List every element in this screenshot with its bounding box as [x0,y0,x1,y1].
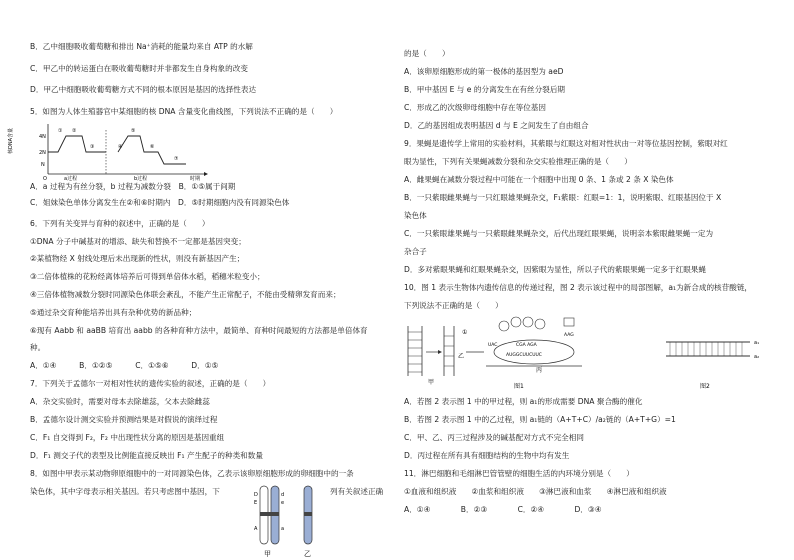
q6-statement-6-cont: 种。 [30,343,46,352]
q10-option-c: C．甲、乙、丙三过程涉及的碱基配对方式不完全相同 [404,433,584,442]
fig10-figure2-strands [666,342,750,356]
q4-option-c: C．甲乙中的转运蛋白在吸收葡萄糖时并非都发生自身构象的改变 [30,64,248,73]
q5-options-ab: A．a 过程为有丝分裂，b 过程为减数分裂 B．①⑤属于间期 [30,182,236,191]
question-9: 9．果蝇是遗传学上常用的实验材料，其紫眼与红眼这对相对性状由一对等位基因控制，紫眼对红 [404,139,728,148]
fig10-dna-ladder-2 [444,326,454,376]
q8-option-b: B．甲中基因 E 与 e 的分离发生在有丝分裂后期 [404,85,566,94]
fig5-x-arrow [204,172,208,176]
fig5-period-4: ④ [118,144,123,150]
q10-option-d: D．丙过程在所有具有细胞结构的生物中均有发生 [404,451,570,460]
fig5-origin: O [43,176,47,182]
q10-option-b: B．若图 2 表示图 1 中的乙过程，则 a₁链的（A+T+C）/a₂链的（A+T+G）=1 [404,415,676,424]
question-10: 10．图 1 表示生物体内遗传信息的传递过程，图 2 表示该过程中的局部图解，a₁为新合成的核苷酸链， [404,283,753,292]
fig5-x-time: 时期 [190,176,201,182]
fig5-y-4n: 4N [39,134,46,140]
fig10-codons: CGA AGA [516,343,537,348]
fig10-caption-1: 图1 [514,383,524,390]
fig10-amino-acid-4 [535,319,545,329]
q6-statement-2: ②某植物经 X 射线处理后未出现新的性状，则没有新基因产生； [30,254,245,263]
fig8-gene-e-lower: e [281,500,285,506]
q8-option-c: C．形成乙的次级卵母细胞中存在等位基因 [404,103,546,112]
fig10-aag: AAG [564,333,574,338]
q5-dna-curve-figure [8,120,224,182]
fig8-gene-d-lower: d [281,492,285,498]
q6-statement-5: ⑤通过杂交育种能培养出具有杂种优势的新品种； [30,308,197,317]
q7-option-a: A．杂交实验时，需要对母本去除雄蕊，父本去除雌蕊 [30,397,210,406]
fig10-amino-acid-1 [499,321,509,331]
q8-stem-end: 的是（ ） [404,49,450,58]
fig10-arrowhead-jia [438,350,442,354]
fig8-gene-e-upper: E [254,500,258,506]
fig10-caption-2: 图2 [700,383,710,390]
fig10-strand-a1: a₁ [754,340,760,346]
fig10-marker-1: ① [462,329,468,336]
q6-statement-6: ⑥现有 Aabb 和 aaBB 培育出 aabb 的各种育种方法中，最简单、育种时间最短的方法都是单倍体育 [30,326,368,335]
q7-option-d: D．F₁ 测交子代的表型及比例能直接反映出 F₁ 产生配子的种类和数量 [30,451,263,460]
q10-option-a: A．若图 2 表示图 1 中的甲过程，则 a₁的形成需要 DNA 聚合酶的催化 [404,397,643,406]
fig5-period-7: ⑦ [174,156,179,162]
q5-options-cd: C．姐妹染色单体分离发生在②和⑥时期内 D．⑤时期细胞内没有同源染色体 [30,198,290,207]
q9-option-b-cont: 染色体 [404,211,427,220]
fig8-label-jia: 甲 [264,550,271,558]
fig8-centromere-yi [304,512,312,516]
fig8-gene-a-upper: A [254,526,258,532]
fig10-anticodon-uac: UAC [488,343,498,348]
q9-option-b: B．一只紫眼雌果蝇与一只红眼雄果蝇杂交，F₁紫眼：红眼=1：1，说明紫眼、红眼基因位于 X [404,193,722,202]
fig5-y-n: N [41,162,45,168]
q11-options: A．①④ B．②③ C．②④ D．③④ [404,505,602,514]
fig5-y-2n: 2N [39,150,46,156]
fig10-label-jia: 甲 [428,379,435,386]
question-10-line2: 下列说法不正确的是（ ） [404,301,503,310]
fig8-label-yi: 乙 [304,550,311,558]
q6-statement-4: ④三倍体植物减数分裂时同源染色体联会紊乱，不能产生正常配子，不能由受精卵发育而来； [30,290,341,299]
q4-option-d: D．甲乙中细胞吸收葡萄糖方式不同的根本原因是基因的选择性表达 [30,85,257,94]
question-8-line2-end: 列有关叙述正确 [330,487,384,496]
fig5-curve-a [48,136,106,152]
q7-option-b: B．孟德尔设计测交实验并预测结果是对假说的演绎过程 [30,415,218,424]
fig5-period-1: ① [58,128,63,134]
fig10-mrna-sequence: AUGGCUUCUUC [506,353,542,358]
fig10-label-yi: 乙 [458,353,465,360]
question-11: 11．淋巴细胞和毛细淋巴管管壁的细胞生活的内环境分别是（ ） [404,469,634,478]
q6-statement-3: ③二倍体植株的花粉经离体培养后可得到单倍体水稻，稻穗米粒变小； [30,272,265,281]
fig5-x-b: b过程 [134,176,148,182]
fig5-ylabel: 核DNA含量 [8,127,14,154]
question-9-line2: 眼为显性，下列有关果蝇减数分裂和杂交实验推理正确的是（ ） [404,157,632,166]
fig8-centromere [260,512,279,516]
question-8: 8．如图中甲表示某动物卵原细胞中的一对同源染色体，乙表示该卵原细胞形成的卵细胞中的一条 [30,469,354,478]
question-6: 6．下列有关变异与育种的叙述中，正确的是（ ） [30,219,210,228]
q8-option-a: A．该卵原细胞形成的第一极体的基因型为 aeD [404,67,564,76]
q9-option-c-cont: 杂合子 [404,247,427,256]
fig10-dna-ladder [408,326,422,376]
question-7: 7．下列关于孟德尔一对相对性状的遗传实验的叙述，正确的是（ ） [30,379,271,388]
fig8-gene-a-lower: a [281,526,285,532]
q9-option-a: A．雌果蝇在减数分裂过程中可能在一个细胞中出现 0 条、1 条或 2 条 X 染色体 [404,175,674,184]
fig10-amino-acid-2 [511,317,521,327]
q6-options: A．①④ B．①②⑤ C．①⑤⑥ D．①⑤ [30,361,219,370]
q4-option-b: B．乙中细胞吸收葡萄糖和排出 Na⁺消耗的能量均来自 ATP 的水解 [30,42,253,51]
q9-option-d: D．多对紫眼果蝇和红眼果蝇杂交，因紫眼为显性，所以子代的紫眼果蝇一定多于红眼果蝇 [404,265,706,274]
question-5: 5．如图为人体生殖器官中某细胞的核 DNA 含量变化曲线图，下列说法不正确的是（ ） [30,107,338,116]
fig5-period-2: ② [72,128,77,134]
q8-chromosome-figure [254,484,330,560]
fig10-strand-a2: a₂ [754,354,760,360]
q6-statement-1: ①DNA 分子中碱基对的增添、缺失和替换不一定都是基因突变； [30,237,246,246]
fig10-amino-acid-3 [523,317,533,327]
q9-option-c: C．一只紫眼雄果蝇与一只紫眼雌果蝇杂交，后代出现红眼果蝇，说明亲本紫眼雌果蝇一定为 [404,229,714,238]
q7-option-c: C．F₁ 自交得到 F₂，F₂ 中出现性状分离的原因是基因重组 [30,433,225,442]
question-8-line2: 染色体，其中字母表示相关基因。若只考虑图中基因，下 [30,487,220,496]
fig8-gene-d-upper: D [254,492,258,498]
fig10-label-bing: 丙 [536,367,543,374]
q8-option-d: D．乙的基因组成表明基因 d 与 E 之间发生了自由组合 [404,121,589,130]
q11-statements: ①血液和组织液 ②血浆和组织液 ③淋巴液和血浆 ④淋巴液和组织液 [404,487,667,496]
fig10-trna-box [564,318,574,326]
fig5-period-5: ⑤ [131,128,136,134]
q10-figure [404,312,776,392]
fig5-x-a: a过程 [64,176,78,182]
fig5-period-3: ③ [90,144,95,150]
fig5-period-6: ⑥ [150,144,155,150]
